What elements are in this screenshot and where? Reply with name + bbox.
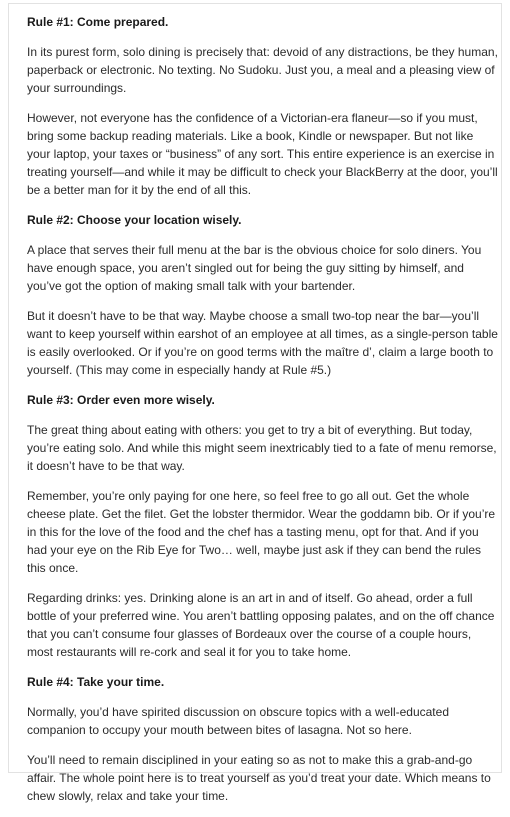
- rule-2-paragraph: A place that serves their full menu at the bar is the obvious choice for solo diners. You have enough space, you aren’t singled out for being the guy sitting by himself, and you’ve got the option of making small talk with your bartender.: [27, 243, 482, 293]
- rule-3-paragraph: The great thing about eating with others: you get to try a bit of everything. But today, you’re eating solo. And while this might seem inextricably tied to a fate of menu remorse, it doesn’t have to be that way.: [27, 423, 497, 473]
- article-body: [27, 13, 499, 817]
- rule-4-paragraph: Normally, you’d have spirited discussion on obscure topics with a well-educated companion to occupy your mouth between bites of lasagna. Not so here.: [27, 705, 449, 737]
- rule-3-paragraph: Regarding drinks: yes. Drinking alone is an art in and of itself. Go ahead, order a full bottle of your preferred wine. You aren’t battling opposing palates, and on the off chance that you can’t consume four glasses of Bordeaux over the course of a couple hours, most restaurants will re-cork and seal it for you to take home.: [27, 591, 495, 659]
- rule-3-paragraph: Remember, you’re only paying for one here, so feel free to go all out. Get the whole cheese plate. Get the filet. Get the lobster thermidor. Wear the goddamn bib. Or if you’re in this for the love of the food and the chef has a tasting menu, opt for that. And if you had your eye on the Rib Eye for Two… well, maybe just ask if they can bend the rules this once.: [27, 489, 496, 575]
- rule-4-heading: Rule #4: Take your time.: [27, 675, 165, 689]
- rule-2-heading: Rule #2: Choose your location wisely.: [27, 213, 242, 227]
- rule-2-paragraph: But it doesn’t have to be that way. Maybe choose a small two-top near the bar—you’ll want to keep yourself within earshot of an employee at all times, as a single-person table is easily overlooked. Or if you’re on good terms with the maître d’, claim a large booth to yourself. (This may come in especially handy at Rule #5.): [27, 309, 498, 377]
- rule-1-heading: Rule #1: Come prepared.: [27, 15, 169, 29]
- rule-3-heading: Rule #3: Order even more wisely.: [27, 393, 215, 407]
- rule-1-paragraph: However, not everyone has the confidence of a Victorian-era flaneur—so if you must, bring some backup reading materials. Like a book, Kindle or newspaper. But not like your laptop, your taxes or “business” of any sort. This entire experience is an exercise in treating yourself—and while it may be difficult to check your BlackBerry at the door, you’ll be a better man for it by the end of all this.: [27, 111, 498, 197]
- article-frame: [8, 3, 502, 803]
- rule-4-paragraph: You’ll need to remain disciplined in your eating so as not to make this a grab-and-go affair. The whole point here is to treat yourself as you’d treat your date. Which means to chew slowly, relax and take your time.: [27, 753, 491, 803]
- rule-1-paragraph: In its purest form, solo dining is precisely that: devoid of any distractions, be they human, paperback or electronic. No texting. No Sudoku. Just you, a meal and a pleasing view of your surroundings.: [27, 45, 498, 95]
